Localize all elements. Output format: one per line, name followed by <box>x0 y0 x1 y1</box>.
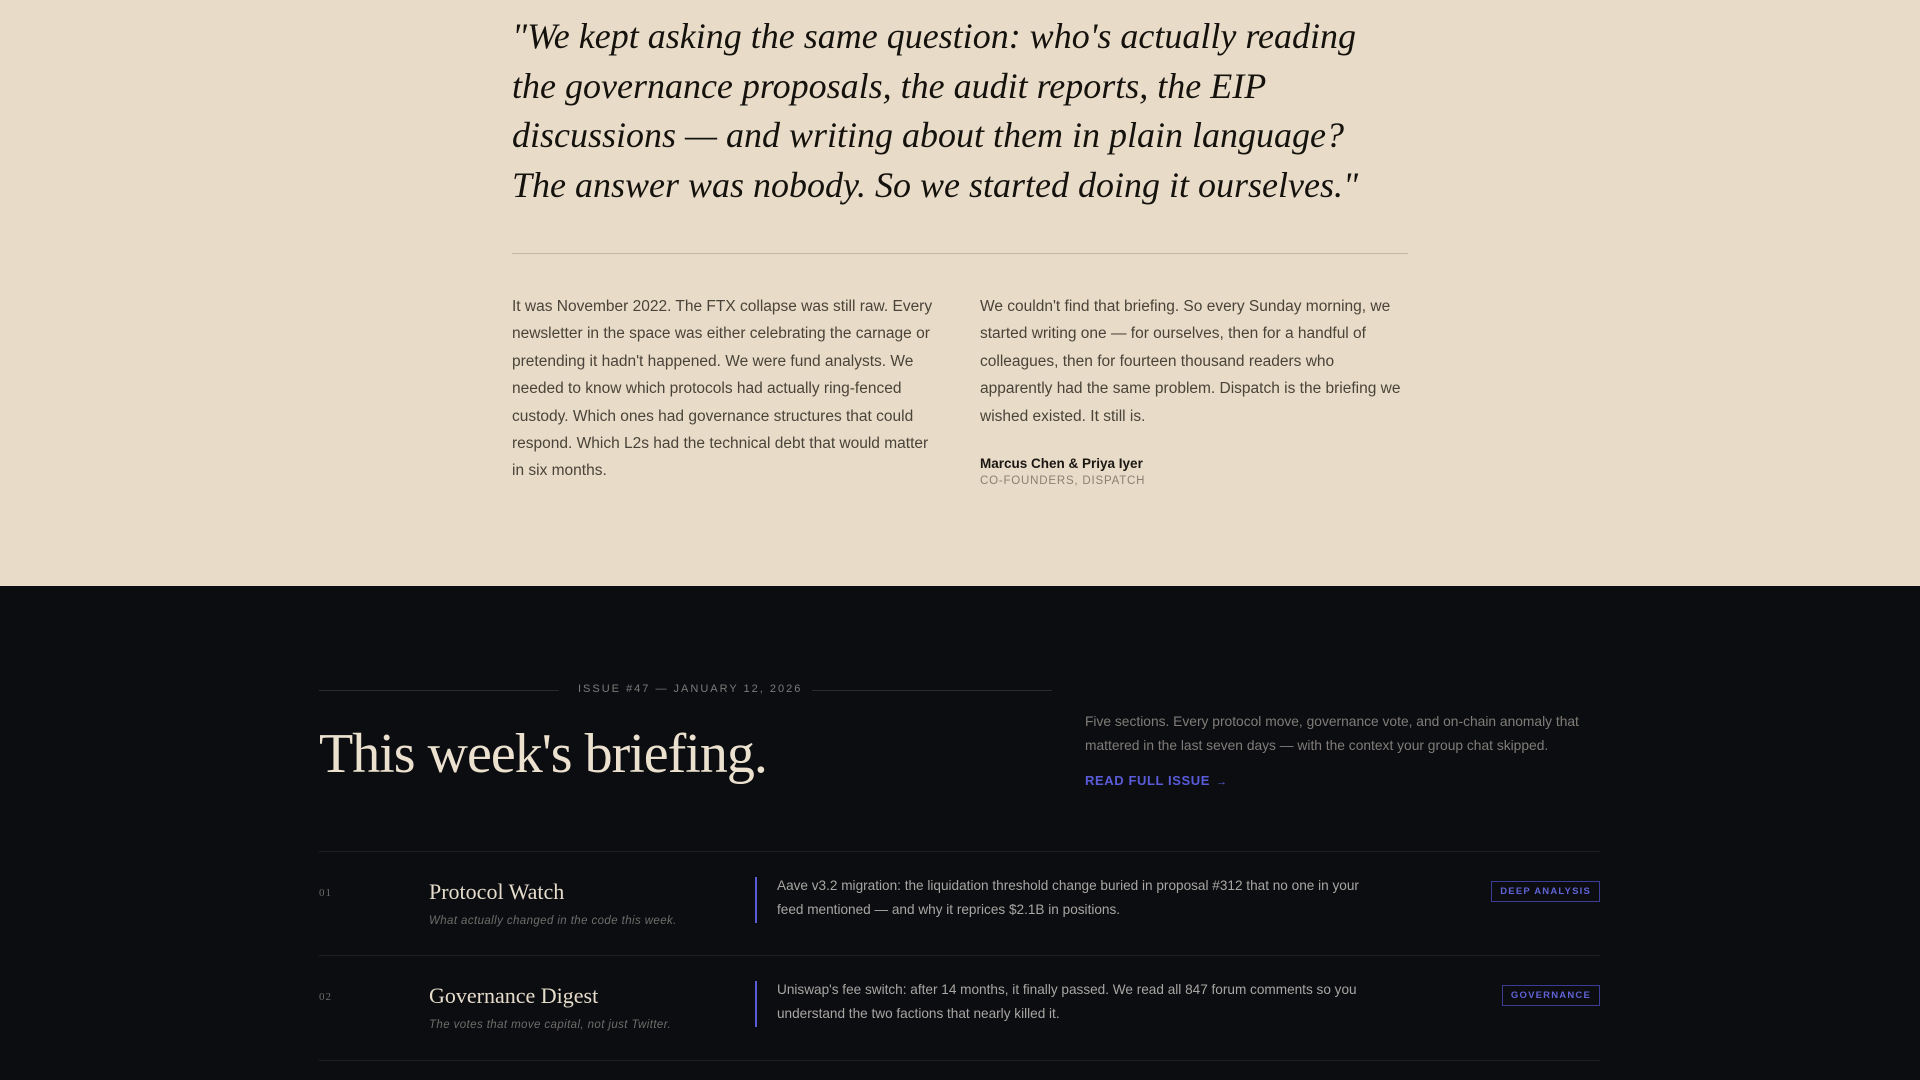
founders-quote: "We kept asking the same question: who's actually reading the governance proposals, the audit reports, the EIP discussions — and writing about them in plain language? The answer was nobody. So we started doing it ourselves." <box>512 16 1359 205</box>
arrow-right-icon: → <box>1216 776 1228 788</box>
story-left-column: It was November 2022. The FTX collapse was still raw. Every newsletter in the space was either celebrating the carnage or pretending it hadn't happened. We were fund analysts. We needed to know which protocols had actually ring-fenced custody. Which ones had governance structures that could respond. Which L2s had the technical debt that would matter in six months. <box>512 298 933 480</box>
section-subtitle: What actually changed in the code this week. <box>429 915 677 927</box>
signature-role: CO-FOUNDERS, DISPATCH <box>980 475 1146 487</box>
issue-label: ISSUE #47 — JANUARY 12, 2026 <box>578 683 803 695</box>
accent-bar <box>755 877 757 923</box>
signature-name: Marcus Chen & Priya Iyer <box>980 456 1143 471</box>
section-subtitle: The votes that move capital, not just Twitter. <box>429 1019 672 1031</box>
section-tag: GOVERNANCE <box>1502 985 1600 1006</box>
section-description: Uniswap's fee switch: after 14 months, it finally passed. We read all 847 forum comments so you understand the two factions that nearly killed it. <box>777 982 1357 1021</box>
story-right-column: We couldn't find that briefing. So every Sunday morning, we started writing one — for ourselves, then for a handful of colleagues, then for fourteen thousand readers who apparently had the same problem. Dispatch is the briefing we wished existed. It still is. <box>980 298 1401 425</box>
briefing-section-row[interactable] <box>319 851 1600 956</box>
read-full-issue-link[interactable] <box>1085 773 1228 788</box>
section-tag: DEEP ANALYSIS <box>1491 881 1600 902</box>
issue-line-right <box>812 690 1052 691</box>
accent-bar <box>755 981 757 1027</box>
weekly-briefing-section <box>0 586 1920 1080</box>
section-number: 02 <box>319 991 332 1003</box>
issue-line-left <box>319 690 559 691</box>
section-title: Protocol Watch <box>429 879 565 904</box>
section-number: 01 <box>319 887 332 899</box>
read-full-issue-label: READ FULL ISSUE <box>1085 773 1211 788</box>
section-title: Governance Digest <box>429 983 599 1008</box>
section-divider <box>512 253 1408 254</box>
briefing-headline: This week's briefing. <box>319 723 767 785</box>
section-description: Aave v3.2 migration: the liquidation threshold change buried in proposal #312 that no one in your feed mentioned — and why it reprices $2.1B in positions. <box>777 878 1359 917</box>
briefing-section-row[interactable] <box>319 955 1600 1061</box>
briefing-intro: Five sections. Every protocol move, governance vote, and on-chain anomaly that mattered in the last seven days — with the context your group chat skipped. <box>1085 714 1579 753</box>
